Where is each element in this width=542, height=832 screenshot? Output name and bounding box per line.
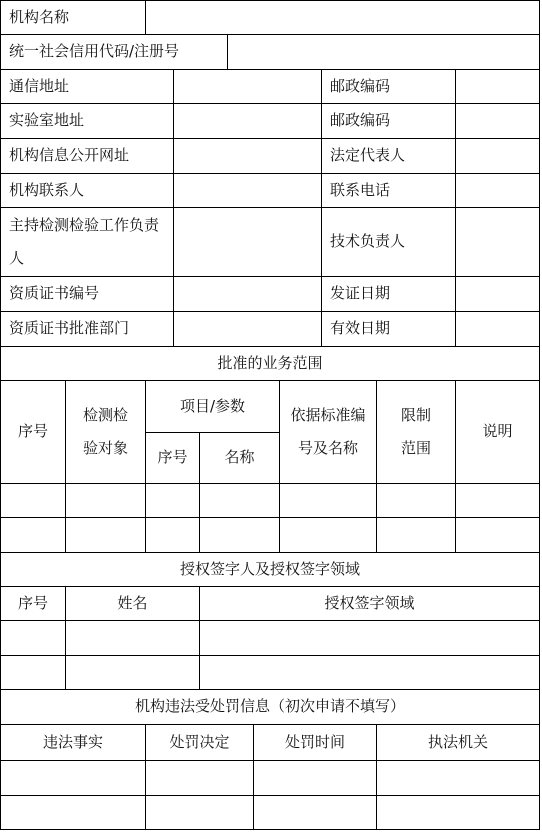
scope-header-item-seq: 序号 (145, 432, 200, 484)
scope-row-1-item-seq[interactable] (145, 483, 200, 518)
penalty-header-decision: 处罚决定 (145, 724, 254, 761)
penalty-row-2-fact[interactable] (0, 795, 146, 830)
field-mail-address[interactable] (173, 69, 322, 104)
signers-section-title: 授权签字人及授权签字领域 (0, 552, 540, 587)
scope-header-note: 说明 (455, 380, 540, 484)
label-credit-code: 统一社会信用代码/注册号 (0, 34, 228, 70)
label-lab-address: 实验室地址 (0, 103, 174, 139)
label-postcode-2: 邮政编码 (321, 103, 456, 139)
scope-row-1-item-name[interactable] (199, 483, 280, 518)
scope-row-1-seq[interactable] (0, 483, 66, 518)
penalty-row-1-time[interactable] (253, 760, 377, 796)
label-website: 机构信息公开网址 (0, 138, 174, 174)
scope-row-1-limit[interactable] (376, 483, 456, 518)
scope-header-seq: 序号 (0, 380, 66, 484)
field-website[interactable] (173, 138, 322, 174)
penalty-header-fact: 违法事实 (0, 724, 146, 761)
label-contact-person: 机构联系人 (0, 173, 174, 208)
signers-row-2-seq[interactable] (0, 655, 66, 690)
scope-header-item-name: 名称 (199, 432, 280, 484)
field-legal-rep[interactable] (455, 138, 540, 174)
field-test-supervisor[interactable] (173, 207, 322, 277)
label-mail-address: 通信地址 (0, 69, 174, 104)
scope-row-2-standard[interactable] (279, 517, 377, 553)
scope-row-1-object[interactable] (65, 483, 146, 518)
penalty-row-2-time[interactable] (253, 795, 377, 830)
field-org-name[interactable] (145, 0, 540, 35)
penalty-header-time: 处罚时间 (253, 724, 377, 761)
label-valid-date: 有效日期 (321, 311, 456, 347)
scope-row-2-object[interactable] (65, 517, 146, 553)
penalty-row-1-agency[interactable] (376, 760, 540, 796)
scope-row-2-seq[interactable] (0, 517, 66, 553)
penalty-row-1-decision[interactable] (145, 760, 254, 796)
field-valid-date[interactable] (455, 311, 540, 347)
scope-header-standard: 依据标准编号及名称 (279, 380, 377, 484)
field-credit-code[interactable] (227, 34, 540, 70)
scope-row-2-limit[interactable] (376, 517, 456, 553)
label-contact-phone: 联系电话 (321, 173, 456, 208)
signers-row-1-seq[interactable] (0, 620, 66, 656)
scope-row-2-note[interactable] (455, 517, 540, 553)
scope-header-item: 项目/参数 (145, 380, 280, 433)
signers-row-2-name[interactable] (65, 655, 200, 690)
label-org-name: 机构名称 (0, 0, 146, 35)
field-approval-dept[interactable] (173, 311, 322, 347)
penalty-header-agency: 执法机关 (376, 724, 540, 761)
label-test-supervisor: 主持检测检验工作负责人 (0, 207, 174, 277)
label-cert-no: 资质证书编号 (0, 276, 174, 312)
field-tech-supervisor[interactable] (455, 207, 540, 277)
scope-header-limit: 限制范围 (376, 380, 456, 484)
field-postcode-1[interactable] (455, 69, 540, 104)
label-postcode-1: 邮政编码 (321, 69, 456, 104)
signers-row-1-field[interactable] (199, 620, 540, 656)
field-contact-person[interactable] (173, 173, 322, 208)
field-postcode-2[interactable] (455, 103, 540, 139)
signers-row-1-name[interactable] (65, 620, 200, 656)
field-lab-address[interactable] (173, 103, 322, 139)
scope-row-1-note[interactable] (455, 483, 540, 518)
field-issue-date[interactable] (455, 276, 540, 312)
signers-row-2-field[interactable] (199, 655, 540, 690)
label-issue-date: 发证日期 (321, 276, 456, 312)
signers-header-name: 姓名 (65, 586, 200, 621)
scope-header-object: 检测检验对象 (65, 380, 146, 484)
penalty-row-2-decision[interactable] (145, 795, 254, 830)
field-contact-phone[interactable] (455, 173, 540, 208)
penalty-row-2-agency[interactable] (376, 795, 540, 830)
label-approval-dept: 资质证书批准部门 (0, 311, 174, 347)
penalty-section-title: 机构违法受处罚信息（初次申请不填写） (0, 689, 540, 725)
label-tech-supervisor: 技术负责人 (321, 207, 456, 277)
scope-row-1-standard[interactable] (279, 483, 377, 518)
scope-row-2-item-name[interactable] (199, 517, 280, 553)
penalty-row-1-fact[interactable] (0, 760, 146, 796)
signers-header-seq: 序号 (0, 586, 66, 621)
signers-header-field: 授权签字领域 (199, 586, 540, 621)
scope-section-title: 批准的业务范围 (0, 346, 540, 381)
field-cert-no[interactable] (173, 276, 322, 312)
label-legal-rep: 法定代表人 (321, 138, 456, 174)
scope-row-2-item-seq[interactable] (145, 517, 200, 553)
